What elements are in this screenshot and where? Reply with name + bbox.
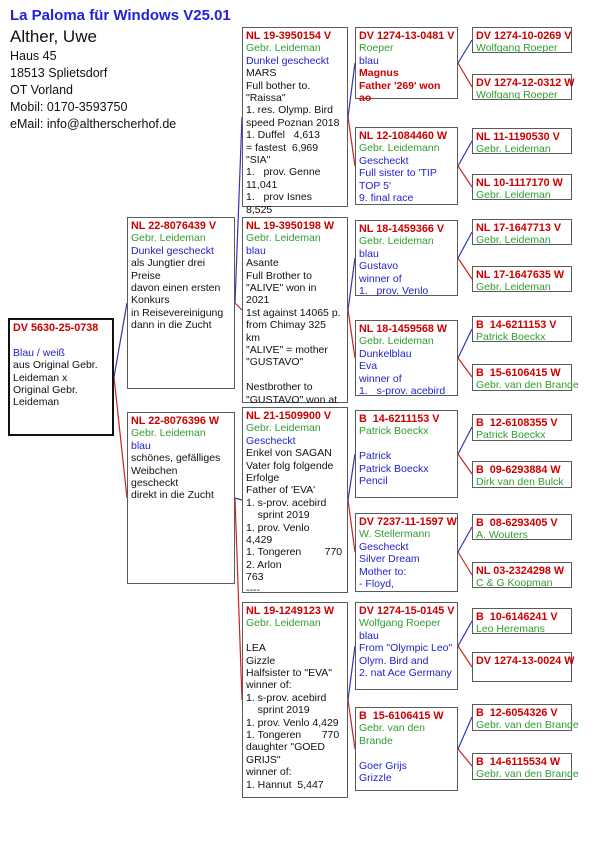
box-text-line: Wolfgang Roeper xyxy=(476,42,558,55)
father-connector-line xyxy=(114,303,127,377)
box-text-line: Gebr. van den Brande xyxy=(476,768,579,781)
box-text-line: 1. Tongeren 770 xyxy=(246,546,343,559)
ring-number: B 14-6211153 V xyxy=(359,413,440,425)
box-text-line: Vater folg folgende xyxy=(246,459,334,472)
box-text-line: Gebr. Leideman xyxy=(359,335,434,348)
ring-number: B 15-6106415 W xyxy=(476,367,561,379)
box-text-line: "Raissa" xyxy=(246,92,286,105)
box-text-line: Gebr. Leideman xyxy=(476,234,551,247)
box-text-line: Full Brother to xyxy=(246,269,312,282)
box-text-line: Roeper xyxy=(359,42,394,55)
pedigree-box-gen5-2[interactable] xyxy=(472,74,575,102)
ring-number: NL 21-1509900 V xyxy=(246,410,332,422)
box-text-line: Silver Dream xyxy=(359,553,420,566)
box-text-line: from Chimay 325 xyxy=(246,319,326,332)
box-text-line: ao xyxy=(359,92,372,105)
mother-connector-line xyxy=(235,498,242,700)
ring-number: NL 19-3950154 V xyxy=(246,30,332,42)
pedigree-box-gen4-8[interactable] xyxy=(355,707,458,791)
father-connector-line xyxy=(348,63,355,117)
box-text-line xyxy=(246,630,344,642)
box-text-line: Patrick Boeckx xyxy=(359,462,429,475)
box-text-line: gescheckt xyxy=(131,477,179,490)
box-text-line: Gebr. Leideman xyxy=(131,232,206,245)
box-text-line: davon einen ersten xyxy=(131,282,221,295)
ring-number: B 14-6115534 W xyxy=(476,756,561,768)
box-text-line: Mother to: xyxy=(359,565,407,578)
pedigree-box-gen4-3[interactable] xyxy=(355,220,458,296)
box-text-line: aus Original Gebr. xyxy=(13,359,98,372)
box-text-line: Gizzle xyxy=(246,654,276,667)
box-text-line: 1. prov. Genne xyxy=(246,166,321,179)
pedigree-box-sire-dam[interactable] xyxy=(242,217,348,406)
mother-connector-line xyxy=(458,646,472,667)
father-connector-line xyxy=(348,646,355,700)
box-text-line: km xyxy=(246,331,260,344)
pedigree-box-sire[interactable] xyxy=(127,217,235,389)
father-connector-line xyxy=(235,498,242,500)
box-text-line: W. Stellermann xyxy=(359,528,431,541)
pedigree-box-gen5-10[interactable] xyxy=(472,461,572,488)
box-text-line: Gebr. Leideman xyxy=(246,232,321,245)
ring-number: DV 1274-12-0312 W xyxy=(476,77,575,89)
box-text-line: Asante xyxy=(246,257,279,270)
box-text-line: blau xyxy=(131,439,151,452)
box-text-line: Gebr. Leideman xyxy=(246,422,321,435)
box-text-line: Erfolge xyxy=(246,472,280,485)
box-text-line: Pencil xyxy=(359,475,388,488)
box-text-line: Leo Heremans xyxy=(476,623,545,636)
box-text-line: "SIA" xyxy=(246,154,271,167)
box-text-line: Magnus xyxy=(359,67,399,80)
box-text-line xyxy=(246,369,344,381)
box-text-line: blau xyxy=(359,629,379,642)
owner-phone: Mobil: 0170-3593750 xyxy=(10,100,128,114)
box-text-line: Dunkel gescheckt xyxy=(131,244,214,257)
box-text-line: Original Gebr. xyxy=(13,384,78,397)
ring-number: NL 17-1647635 W xyxy=(476,269,565,281)
box-text-line: 2021 xyxy=(246,294,270,307)
box-text-line: sprint 2019 xyxy=(246,704,310,717)
pedigree-box-gen5-3[interactable] xyxy=(472,128,572,154)
father-connector-line xyxy=(458,329,472,358)
box-text-line xyxy=(359,438,454,450)
owner-address-line: Haus 45 xyxy=(10,49,57,63)
box-text-line: Gebr. van den Brande xyxy=(476,379,579,392)
pedigree-box-gen4-5[interactable] xyxy=(355,410,458,498)
box-text-line: Gebr. Leideman xyxy=(476,143,551,156)
box-text-line: Gebr. Leideman xyxy=(359,235,434,248)
report-header xyxy=(10,6,231,133)
box-text-line: Leideman x xyxy=(13,371,68,384)
box-text-line: "ALIVE" = mother xyxy=(246,344,328,357)
box-text-line: 2. Arlon xyxy=(246,558,282,571)
box-text-line: 1. Duffel 4,613 xyxy=(246,129,320,142)
box-text-line: blau xyxy=(246,244,266,257)
box-text-line: sprint 2019 xyxy=(246,509,310,522)
pedigree-box-sire-sire[interactable] xyxy=(242,27,348,216)
box-text-line: Gescheckt xyxy=(246,434,296,447)
mother-connector-line xyxy=(458,454,472,474)
box-text-line: Gebr. van den xyxy=(359,722,425,735)
owner-email: eMail: info@altherscherhof.de xyxy=(10,117,177,131)
box-text-line: winner of: xyxy=(246,766,292,779)
pedigree-box-gen4-4[interactable] xyxy=(355,320,458,396)
ring-number: B 12-6054326 V xyxy=(476,707,558,719)
box-text-line: "GUSTAVO" won at xyxy=(246,393,338,406)
box-text-line: 2. nat Ace Germany xyxy=(359,667,452,680)
mother-connector-line xyxy=(114,377,127,498)
box-text-line: Gebr. Leideman xyxy=(476,281,551,294)
ring-number: B 12-6108355 V xyxy=(476,417,558,429)
box-text-line: Wolfgang Roeper xyxy=(359,617,441,630)
ring-number: NL 17-1647713 V xyxy=(476,222,562,234)
box-text-line: dann in die Zucht xyxy=(131,319,212,332)
box-text-line: 1. prov. Venlo xyxy=(246,521,310,534)
ring-number: DV 1274-15-0145 V xyxy=(359,605,455,617)
box-text-line: Dirk van den Bulck xyxy=(476,476,564,489)
pedigree-box-subject[interactable] xyxy=(8,318,114,436)
box-text-line: "GUSTAVO" xyxy=(246,356,304,369)
ring-number: NL 22-8076439 V xyxy=(131,220,217,232)
box-text-line: Halfsister to "EVA" xyxy=(246,667,333,680)
box-text-line: Gebr. van den Brande xyxy=(476,719,579,732)
pedigree-box-dam-dam[interactable] xyxy=(242,602,348,798)
box-text-line: Gescheckt xyxy=(359,154,409,167)
box-text-line: daughter "GOED xyxy=(246,741,326,754)
box-text-line: in Reisevereinigung xyxy=(131,306,224,319)
box-text-line: - Floyd, xyxy=(359,578,395,591)
box-text-line: direkt in die Zucht xyxy=(131,489,214,502)
box-text-line: blau xyxy=(359,247,379,260)
box-text-line xyxy=(359,747,454,759)
pedigree-box-gen5-1[interactable] xyxy=(472,27,572,53)
box-text-line: Patrick Boeckx xyxy=(476,429,546,442)
ring-number: NL 10-1117170 W xyxy=(476,177,563,189)
owner-address-line: 18513 Splietsdorf xyxy=(10,66,108,80)
mother-connector-line xyxy=(458,749,472,766)
mother-connector-line xyxy=(458,358,472,377)
mother-connector-line xyxy=(348,117,355,166)
ring-number: NL 12-1084460 W xyxy=(359,130,448,142)
box-text-line: 1. Hannut 5,447 xyxy=(246,778,324,791)
box-text-line: Brande xyxy=(359,734,393,747)
father-connector-line xyxy=(458,141,472,166)
box-text-line: LEA xyxy=(246,642,266,655)
mother-connector-line xyxy=(235,303,242,310)
pedigree-box-gen5-5[interactable] xyxy=(472,219,572,245)
box-text-line: 11,041 xyxy=(246,178,278,191)
box-text-line: Leideman xyxy=(13,396,60,409)
box-text-line: 1st against 14065 p. xyxy=(246,306,341,319)
box-text-line: 1. prov Isnes xyxy=(246,191,312,204)
box-text-line: Patrick Boeckx xyxy=(359,425,429,438)
box-text-line: Patrick xyxy=(359,450,392,463)
mother-connector-line xyxy=(348,310,355,358)
box-text-line: 763 xyxy=(246,571,264,584)
father-connector-line xyxy=(458,232,472,258)
pedigree-box-dam-sire[interactable] xyxy=(242,407,348,596)
pedigree-box-gen5-14[interactable] xyxy=(472,652,575,682)
box-text-line: winner of xyxy=(359,272,402,285)
box-text-line: From "Olympic Leo" xyxy=(359,642,453,655)
pedigree-box-gen4-1[interactable] xyxy=(355,27,458,105)
ring-number: B 14-6211153 V xyxy=(476,319,557,331)
box-text-line: Preise xyxy=(131,269,161,282)
box-text-line: Nestbrother to xyxy=(246,381,313,394)
box-text-line: GRIJS" xyxy=(246,753,281,766)
ring-number: B 10-6146241 V xyxy=(476,611,558,623)
box-text-line: als Jungtier drei xyxy=(131,257,206,270)
pedigree-box-gen5-16[interactable] xyxy=(472,753,579,781)
ring-number: DV 5630-25-0738 xyxy=(13,322,99,334)
pedigree-box-gen5-7[interactable] xyxy=(472,316,572,342)
ring-number: B 15-6106415 W xyxy=(359,710,444,722)
pedigree-box-gen5-4[interactable] xyxy=(472,174,572,200)
box-text-line: Wolfgang Roeper xyxy=(476,89,558,102)
ring-number: B 09-6293884 W xyxy=(476,464,561,476)
box-text-line: Gebr. Leideman xyxy=(246,42,321,55)
box-text-line: Gescheckt xyxy=(359,540,409,553)
box-text-line: 1. s-prov. acebird xyxy=(359,385,446,398)
box-text-line: Father of 'EVA' xyxy=(246,484,316,497)
pedigree-box-gen4-7[interactable] xyxy=(355,602,458,690)
mother-connector-line xyxy=(458,552,472,575)
box-text-line: 1. prov. Venlo 4,429 xyxy=(246,716,339,729)
pedigree-box-gen5-8[interactable] xyxy=(472,364,579,392)
father-connector-line xyxy=(458,40,472,63)
box-text-line: 9. final race xyxy=(359,192,414,205)
pedigree-box-gen4-6[interactable] xyxy=(355,513,458,592)
pedigree-box-gen5-13[interactable] xyxy=(472,608,572,634)
box-text-line: 1. prov. Venlo xyxy=(359,285,429,298)
ring-number: NL 22-8076396 W xyxy=(131,415,220,427)
pedigree-box-gen5-9[interactable] xyxy=(472,414,572,441)
ring-number: DV 1274-13-0024 W xyxy=(476,655,575,667)
box-text-line: TOP 5' xyxy=(359,179,391,192)
box-text-line: 1. Tongeren 770 xyxy=(246,729,340,742)
box-text-line: winner of xyxy=(359,372,402,385)
box-text-line: 4,429 xyxy=(246,534,273,547)
ring-number: DV 1274-10-0269 V xyxy=(476,30,572,42)
box-text-line: Blau / weiß xyxy=(13,346,65,359)
father-connector-line xyxy=(458,527,472,552)
ring-number: NL 18-1459568 W xyxy=(359,323,448,335)
box-text-line: Dunkel gescheckt xyxy=(246,54,329,67)
mother-connector-line xyxy=(458,166,472,187)
box-text-line: Olym. Bird and xyxy=(359,654,429,667)
ring-number: DV 1274-13-0481 V xyxy=(359,30,455,42)
father-connector-line xyxy=(458,621,472,646)
ring-number: NL 18-1459366 V xyxy=(359,223,445,235)
box-text-line: Gebr. Leideman xyxy=(246,617,321,630)
box-text-line: A. Wouters xyxy=(476,529,528,542)
box-text-line: = fastest 6,969 xyxy=(246,141,319,154)
box-text-line: Dunkelblau xyxy=(359,347,412,360)
box-text-line: Gebr. Leideman xyxy=(476,189,551,202)
box-text-line: C & G Koopman xyxy=(476,577,553,590)
box-text-line: "ALIVE" won in xyxy=(246,282,317,295)
box-text-line: Enkel von SAGAN xyxy=(246,447,332,460)
box-text-line: Gebr. Leideman xyxy=(131,427,206,440)
box-text-line: Grizzle xyxy=(359,772,392,785)
pedigree-box-gen4-2[interactable] xyxy=(355,127,458,205)
father-connector-line xyxy=(458,717,472,749)
mother-connector-line xyxy=(348,500,355,552)
father-connector-line xyxy=(348,258,355,310)
box-text-line: Gustavo xyxy=(359,260,399,273)
box-text-line: Full sister to 'TIP xyxy=(359,167,437,180)
ring-number: B 08-6293405 V xyxy=(476,517,558,529)
pedigree-box-gen5-15[interactable] xyxy=(472,704,579,732)
ring-number: NL 11-1190530 V xyxy=(476,131,560,143)
box-text-line: Father '269' won xyxy=(359,79,441,92)
pedigree-box-dam[interactable] xyxy=(127,412,235,584)
box-text-line: speed Poznan 2018 xyxy=(246,116,340,129)
box-text-line: 1. s-prov. acebird xyxy=(246,691,327,704)
box-text-line: schönes, gefälliges xyxy=(131,452,221,465)
box-text-line: Weibchen xyxy=(131,464,178,477)
box-text-line: Goer Grijs xyxy=(359,759,407,772)
box-text-line: Full bother to. xyxy=(246,79,311,92)
father-connector-line xyxy=(458,427,472,454)
ring-number: DV 7237-11-1597 W xyxy=(359,516,457,528)
ring-number: NL 03-2324298 W xyxy=(476,565,565,577)
father-connector-line xyxy=(235,117,242,303)
father-connector-line xyxy=(348,454,355,500)
box-text-line: 1. res. Olymp. Bird xyxy=(246,104,333,117)
box-text-line: Gebr. Leidemann xyxy=(359,142,440,155)
box-text-line: Konkurs xyxy=(131,294,170,307)
pedigree-box-gen5-6[interactable] xyxy=(472,266,572,292)
owner-name: Alther, Uwe xyxy=(10,27,97,46)
pedigree-box-gen5-11[interactable] xyxy=(472,514,572,540)
mother-connector-line xyxy=(348,700,355,749)
box-text-line: 8,525 xyxy=(246,203,273,216)
box-text-line: MARS xyxy=(246,67,277,80)
mother-connector-line xyxy=(458,63,472,87)
pedigree-box-gen5-12[interactable] xyxy=(472,562,572,588)
app-title: La Paloma für Windows V25.01 xyxy=(10,7,231,24)
box-text-line: Eva xyxy=(359,360,378,373)
ring-number: NL 19-1249123 W xyxy=(246,605,335,617)
box-text-line: blau xyxy=(359,54,379,67)
box-text-line: Patrick Boeckx xyxy=(476,331,546,344)
box-text-line: 1. s-prov. acebird xyxy=(246,496,327,509)
box-text-line: winner of: xyxy=(246,679,292,692)
box-text-line xyxy=(13,334,109,346)
ring-number: NL 19-3950198 W xyxy=(246,220,335,232)
mother-connector-line xyxy=(458,258,472,279)
owner-address-line: OT Vorland xyxy=(10,83,74,97)
box-text-line: ---- xyxy=(246,583,260,596)
